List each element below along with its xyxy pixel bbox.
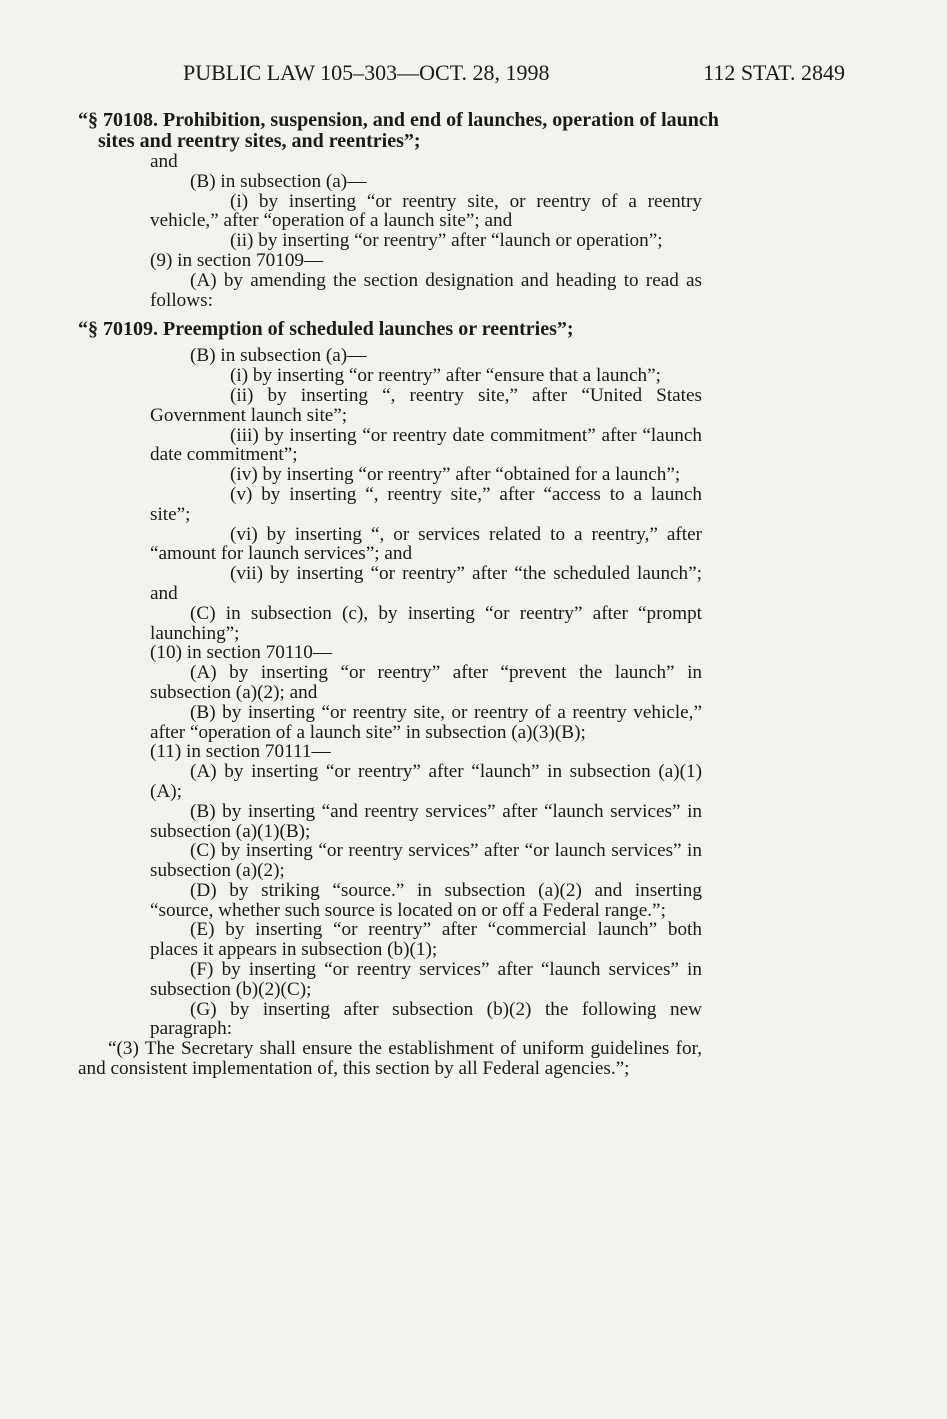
page-header <box>150 60 845 90</box>
text-paragraph: (v) by inserting “, reentry site,” after “access to a launch site”; <box>150 483 702 525</box>
text-paragraph: (9) in section 70109— <box>150 249 324 271</box>
header-stat-page: 112 STAT. 2849 <box>703 60 845 85</box>
text-paragraph: “(3) The Secretary shall ensure the establishment of uniform guidelines for, and consistent implementation of, this section by all Federal agencies.”; <box>78 1038 702 1080</box>
text-paragraph: (D) by striking “source.” in subsection (a)(2) and inserting “source, whether such source is located on or off a Federal range.”; <box>150 879 702 921</box>
header-law-citation: PUBLIC LAW 105–303—OCT. 28, 1998 <box>183 60 550 85</box>
text-paragraph: (ii) by inserting “, reentry site,” after “United States Government launch site”; <box>150 384 702 426</box>
text-paragraph: (10) in section 70110— <box>150 642 333 664</box>
text-paragraph: (E) by inserting “or reentry” after “commercial launch” both places it appears in subsection (b)(1); <box>150 919 702 961</box>
text-paragraph: (i) by inserting “or reentry site, or reentry of a reentry vehicle,” after “operation of a launch site”; and <box>150 190 702 232</box>
text-paragraph: (ii) by inserting “or reentry” after “launch or operation”; <box>230 230 663 252</box>
text-paragraph: (A) by inserting “or reentry” after “launch” in subsection (a)(1)(A); <box>150 761 702 802</box>
text-paragraph: (B) in subsection (a)— <box>190 170 367 192</box>
text-paragraph: (C) in subsection (c), by inserting “or reentry” after “prompt launching”; <box>150 602 702 644</box>
text-paragraph: (iii) by inserting “or reentry date commitment” after “launch date commitment”; <box>150 424 702 466</box>
section-heading: “§ 70108. Prohibition, suspension, and end of launches, operation of launch sites and reentry sites, and reentries”; <box>78 109 719 152</box>
text-paragraph: (i) by inserting “or reentry” after “ensure that a launch”; <box>230 365 661 387</box>
document-body <box>78 109 719 1080</box>
text-paragraph: (G) by inserting after subsection (b)(2) the following new paragraph: <box>150 998 702 1040</box>
text-paragraph: (C) by inserting “or reentry services” after “or launch services” in subsection (a)(2); <box>150 840 702 882</box>
text-paragraph: (vii) by inserting “or reentry” after “the scheduled launch”; and <box>150 563 702 604</box>
text-paragraph: (B) by inserting “or reentry site, or reentry of a reentry vehicle,” after “operation of a launch site” in subsection (a)(3)(B); <box>150 701 702 743</box>
text-paragraph: (A) by inserting “or reentry” after “prevent the launch” in subsection (a)(2); and <box>150 662 702 703</box>
section-heading: “§ 70109. Preemption of scheduled launches or reentries”; <box>78 318 574 341</box>
text-paragraph: (F) by inserting “or reentry services” after “launch services” in subsection (b)(2)(C); <box>150 959 702 1000</box>
text-paragraph: (B) by inserting “and reentry services” after “launch services” in subsection (a)(1)(B); <box>150 800 702 842</box>
text-paragraph: (B) in subsection (a)— <box>190 345 367 367</box>
text-paragraph: (vi) by inserting “, or services related to a reentry,” after “amount for launch services”; and <box>150 523 702 565</box>
text-paragraph: (11) in section 70111— <box>150 741 331 763</box>
text-paragraph: and <box>150 151 178 172</box>
text-paragraph: (iv) by inserting “or reentry” after “obtained for a launch”; <box>230 464 681 486</box>
text-paragraph: (A) by amending the section designation and heading to read as follows: <box>150 269 702 311</box>
